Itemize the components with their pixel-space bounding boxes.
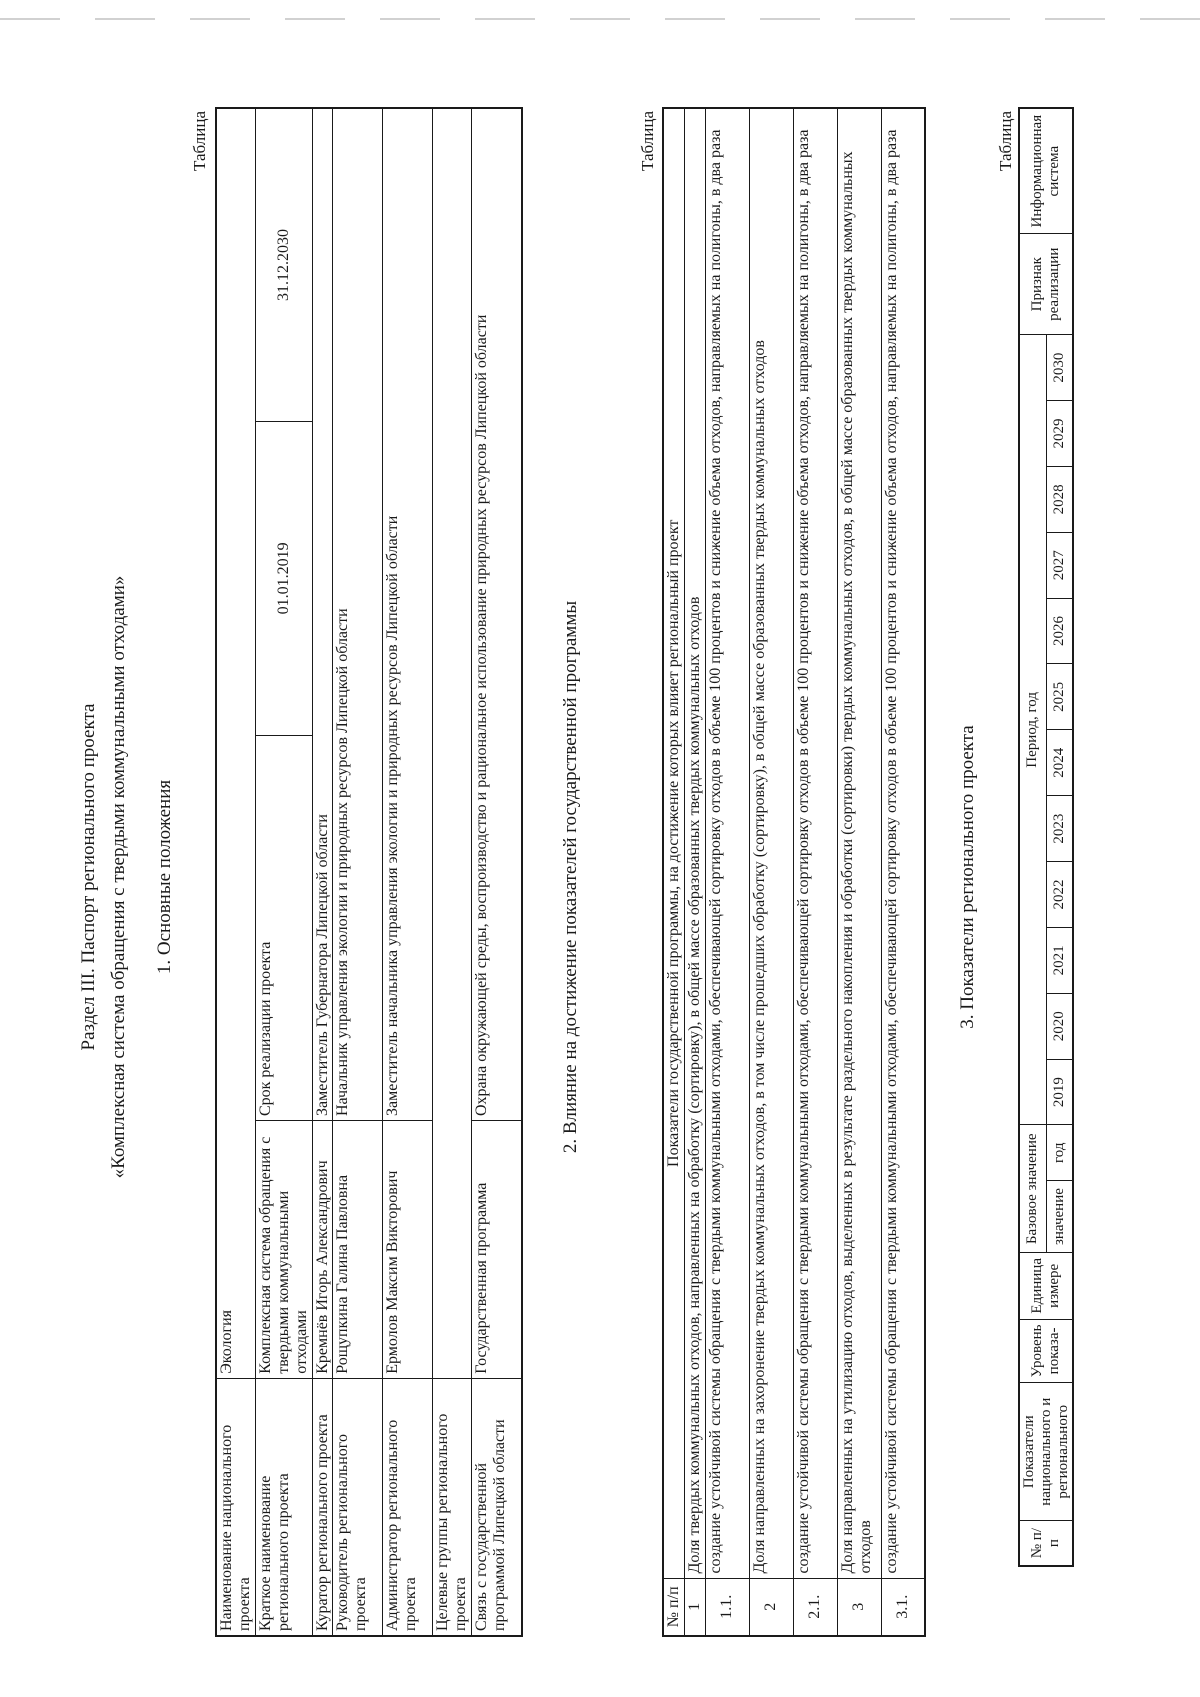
row-label: Связь с государственной программой Липецкой области: [472, 1378, 522, 1636]
year-2019: 2019: [1046, 1059, 1073, 1125]
row-label: Наименование национального проекта: [216, 1378, 255, 1636]
col-header-num: № п/п: [1019, 1521, 1073, 1566]
table-row: [881, 108, 925, 1636]
col-header-info: Информационная система: [1019, 108, 1073, 234]
col-header-period: Период, год: [1019, 335, 1046, 1125]
col-header-base-value: значение: [1046, 1181, 1073, 1253]
row-label: Администратор регионального проекта: [383, 1378, 433, 1636]
row-num: 3: [837, 1578, 881, 1636]
year-2021: 2021: [1046, 927, 1073, 993]
year-2022: 2022: [1046, 862, 1073, 928]
table-row: [837, 108, 881, 1636]
program-name: Охрана окружающей среды, воспроизводство и рациональное использование природных ресурсов Липецкой области: [472, 108, 522, 1121]
table-row: [793, 108, 837, 1636]
row-text: Доля направленных на захоронение твердых коммунальных отходов, в том числе прошедших обработку (сортировку), в общей массе образованных твердых коммунальных отходов: [749, 108, 793, 1578]
col-header-base: Базовое значение: [1019, 1125, 1046, 1253]
table-row: [472, 108, 522, 1636]
term-label: Срок реализации проекта: [255, 735, 312, 1120]
year-2025: 2025: [1046, 664, 1073, 730]
row-num: 2.1.: [793, 1578, 837, 1636]
table-row: [433, 108, 472, 1636]
year-2029: 2029: [1046, 401, 1073, 467]
row-text: создание устойчивой системы обращения с твердыми коммунальными отходами, обеспечивающей сортировку отходов в объеме 100 процентов и снижение объема отходов, направляемых на полигоны, в два раза: [793, 108, 837, 1578]
table-label-1: Таблица: [190, 111, 209, 171]
row-label: Куратор регионального проекта: [312, 1378, 333, 1636]
col-header-name: Показатели национального и регионального: [1019, 1383, 1073, 1521]
row-label: Краткое наименование регионального проекта: [255, 1378, 312, 1636]
table-label-3: Таблица: [996, 111, 1015, 171]
person-name: Ермолов Максим Викторович: [383, 1121, 433, 1379]
year-2030: 2030: [1046, 335, 1073, 401]
col-header-sign: Признак реализации: [1019, 234, 1073, 335]
row-text: Доля твердых коммунальных отходов, направленных на обработку (сортировку), в общей массе образованных твердых коммунальных отходов: [684, 108, 705, 1578]
indicators-title: 3. Показатели регионального проекта: [957, 725, 978, 1029]
col-header-base-year: год: [1046, 1125, 1073, 1181]
short-name-value: Комплексная система обращения с твердыми коммунальными отходами: [255, 1121, 312, 1379]
person-position: Заместитель начальника управления экологии и природных ресурсов Липецкой области: [383, 108, 433, 1121]
main-provisions-table: [215, 107, 523, 1637]
person-position: Заместитель Губернатора Липецкой области: [312, 108, 333, 1121]
target-groups-value: [433, 108, 472, 1378]
row-label: Целевые группы регионального проекта: [433, 1378, 472, 1636]
person-name: Рощупкина Галина Павловна: [333, 1121, 383, 1379]
scan-artifact-line: [0, 18, 1200, 20]
year-2028: 2028: [1046, 466, 1073, 532]
row-num: 1.1.: [705, 1578, 749, 1636]
project-name: «Комплексная система обращения с твердыми коммунальными отходами»: [108, 575, 129, 1179]
program-type: Государственная программа: [472, 1121, 522, 1379]
table-row: [663, 108, 684, 1636]
row-text: создание устойчивой системы обращения с твердыми коммунальными отходами, обеспечивающей сортировку отходов в объеме 100 процентов и снижение объема отходов, направляемых на полигоны, в два раза: [881, 108, 925, 1578]
year-2027: 2027: [1046, 532, 1073, 598]
table-label-2: Таблица: [638, 111, 657, 171]
table-row: [255, 108, 312, 1636]
person-name: Кремнёв Игорь Александрович: [312, 1121, 333, 1379]
term-end: 31.12.2030: [255, 108, 312, 422]
national-project-value: Экология: [216, 108, 255, 1378]
influence-title: 2. Влияние на достижение показателей государственной программы: [560, 600, 581, 1154]
rotated-document-page: [40, 97, 1080, 1657]
row-text: создание устойчивой системы обращения с твердыми коммунальными отходами, обеспечивающей сортировку отходов в объеме 100 процентов и снижение объема отходов, направляемых на полигоны, в два раза: [705, 108, 749, 1578]
indicators-table: [1018, 107, 1074, 1567]
table-row: [216, 108, 255, 1636]
row-label: Руководитель регионального проекта: [333, 1378, 383, 1636]
section-title: Раздел III. Паспорт регионального проекта: [78, 703, 99, 1051]
main-provisions-title: 1. Основные положения: [154, 779, 175, 975]
col-header-indicators: Показатели государственной программы, на достижение которых влияет региональный проект: [663, 108, 684, 1578]
year-2024: 2024: [1046, 730, 1073, 796]
row-num: 1: [684, 1578, 705, 1636]
person-position: Начальник управления экологии и природных ресурсов Липецкой области: [333, 108, 383, 1121]
year-2026: 2026: [1046, 598, 1073, 664]
year-2023: 2023: [1046, 796, 1073, 862]
year-2020: 2020: [1046, 993, 1073, 1059]
row-num: 3.1.: [881, 1578, 925, 1636]
table-row: [312, 108, 333, 1636]
col-header-level: Уровень показа-: [1019, 1319, 1073, 1383]
table-row: [333, 108, 383, 1636]
table-header-row: [1019, 108, 1046, 1566]
col-header-unit: Единица измере: [1019, 1253, 1073, 1319]
row-text: Доля направленных на утилизацию отходов, выделенных в результате раздельного накопления и обработки (сортировки) твердых коммунальных отходов, в общей массе образованных твердых коммунальных отходов: [837, 108, 881, 1578]
table-row: [383, 108, 433, 1636]
influence-table: [662, 107, 926, 1637]
term-start: 01.01.2019: [255, 422, 312, 736]
col-header-num: № п/п: [663, 1578, 684, 1636]
row-num: 2: [749, 1578, 793, 1636]
table-row: [749, 108, 793, 1636]
table-row: [684, 108, 705, 1636]
table-row: [705, 108, 749, 1636]
